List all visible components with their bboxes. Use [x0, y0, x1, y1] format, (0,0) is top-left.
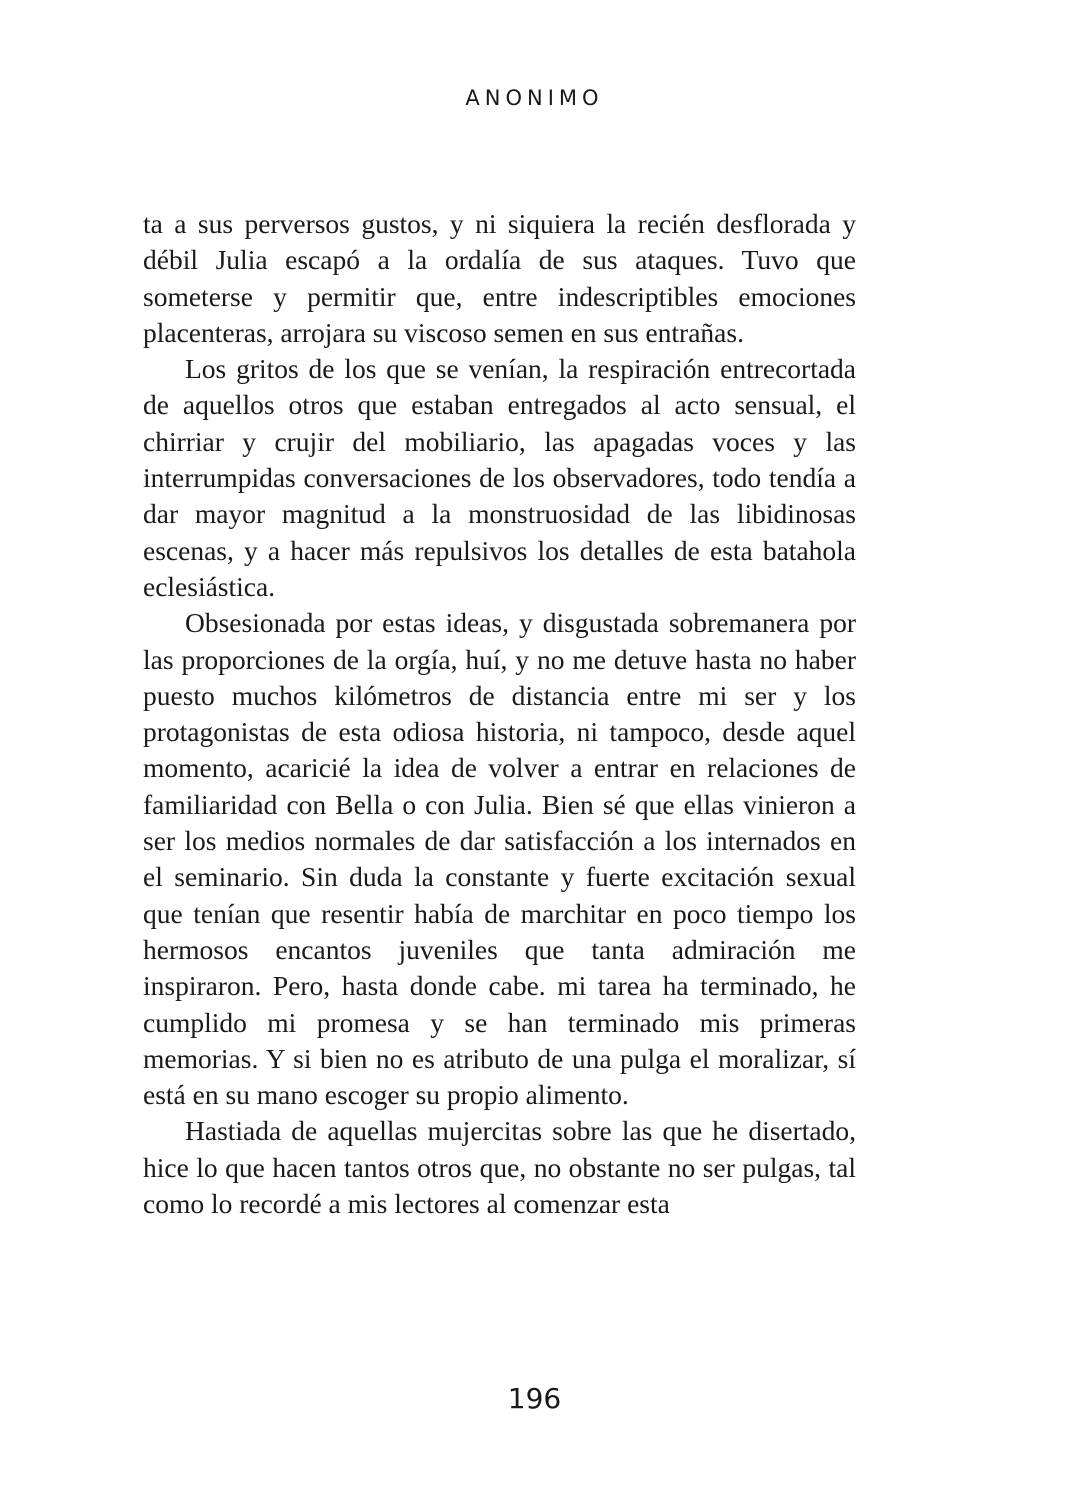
- paragraph: Los gritos de los que se venían, la respiración entrecortada de aquellos otros que estaban entregados al acto sensual, el chirriar y crujir del mobiliario, las apagadas voces y las interrumpidas conversaciones de los observadores, todo tendía a dar mayor magnitud a la monstruosidad de las libidinosas escenas, y a hacer más repulsivos los detalles de esta batahola eclesiástica.: [143, 353, 856, 602]
- paragraph: Obsesionada por estas ideas, y disgustada sobremanera por las proporciones de la orgía, huí, y no me detuve hasta no haber puesto muchos kilómetros de distancia entre mi ser y los protagonistas de esta odiosa historia, ni tampoco, desde aquel momento, acaricié la idea de volver a entrar en relaciones de familiaridad con Bella o con Julia. Bien sé que ellas vinieron a ser los medios normales de dar satisfacción a los internados en el seminario. Sin duda la constante y fuerte excitación sexual que tenían que resentir había de marchitar en poco tiempo los hermosos encantos juveniles que tanta admiración me inspiraron. Pero, hasta donde cabe. mi tarea ha terminado, he cumplido mi promesa y se han terminado mis primeras memorias. Y si bien no es atributo de una pulga el moralizar, sí está en su mano escoger su propio alimento.: [143, 607, 856, 1111]
- body-text: [143, 206, 856, 1222]
- paragraph: ta a sus perversos gustos, y ni siquiera la recién desflorada y débil Julia escapó a la ordalía de sus ataques. Tuvo que someterse y permitir que, entre indescriptibles emociones placenteras, arrojara su viscoso semen en sus entrañas.: [143, 208, 856, 348]
- running-header: ANONIMO: [465, 86, 604, 110]
- page-number: 196: [507, 1382, 562, 1415]
- paragraph: Hastiada de aquellas mujercitas sobre las que he disertado, hice lo que hacen tantos otros que, no obstante no ser pulgas, tal como lo recordé a mis lectores al comenzar esta: [143, 1115, 856, 1220]
